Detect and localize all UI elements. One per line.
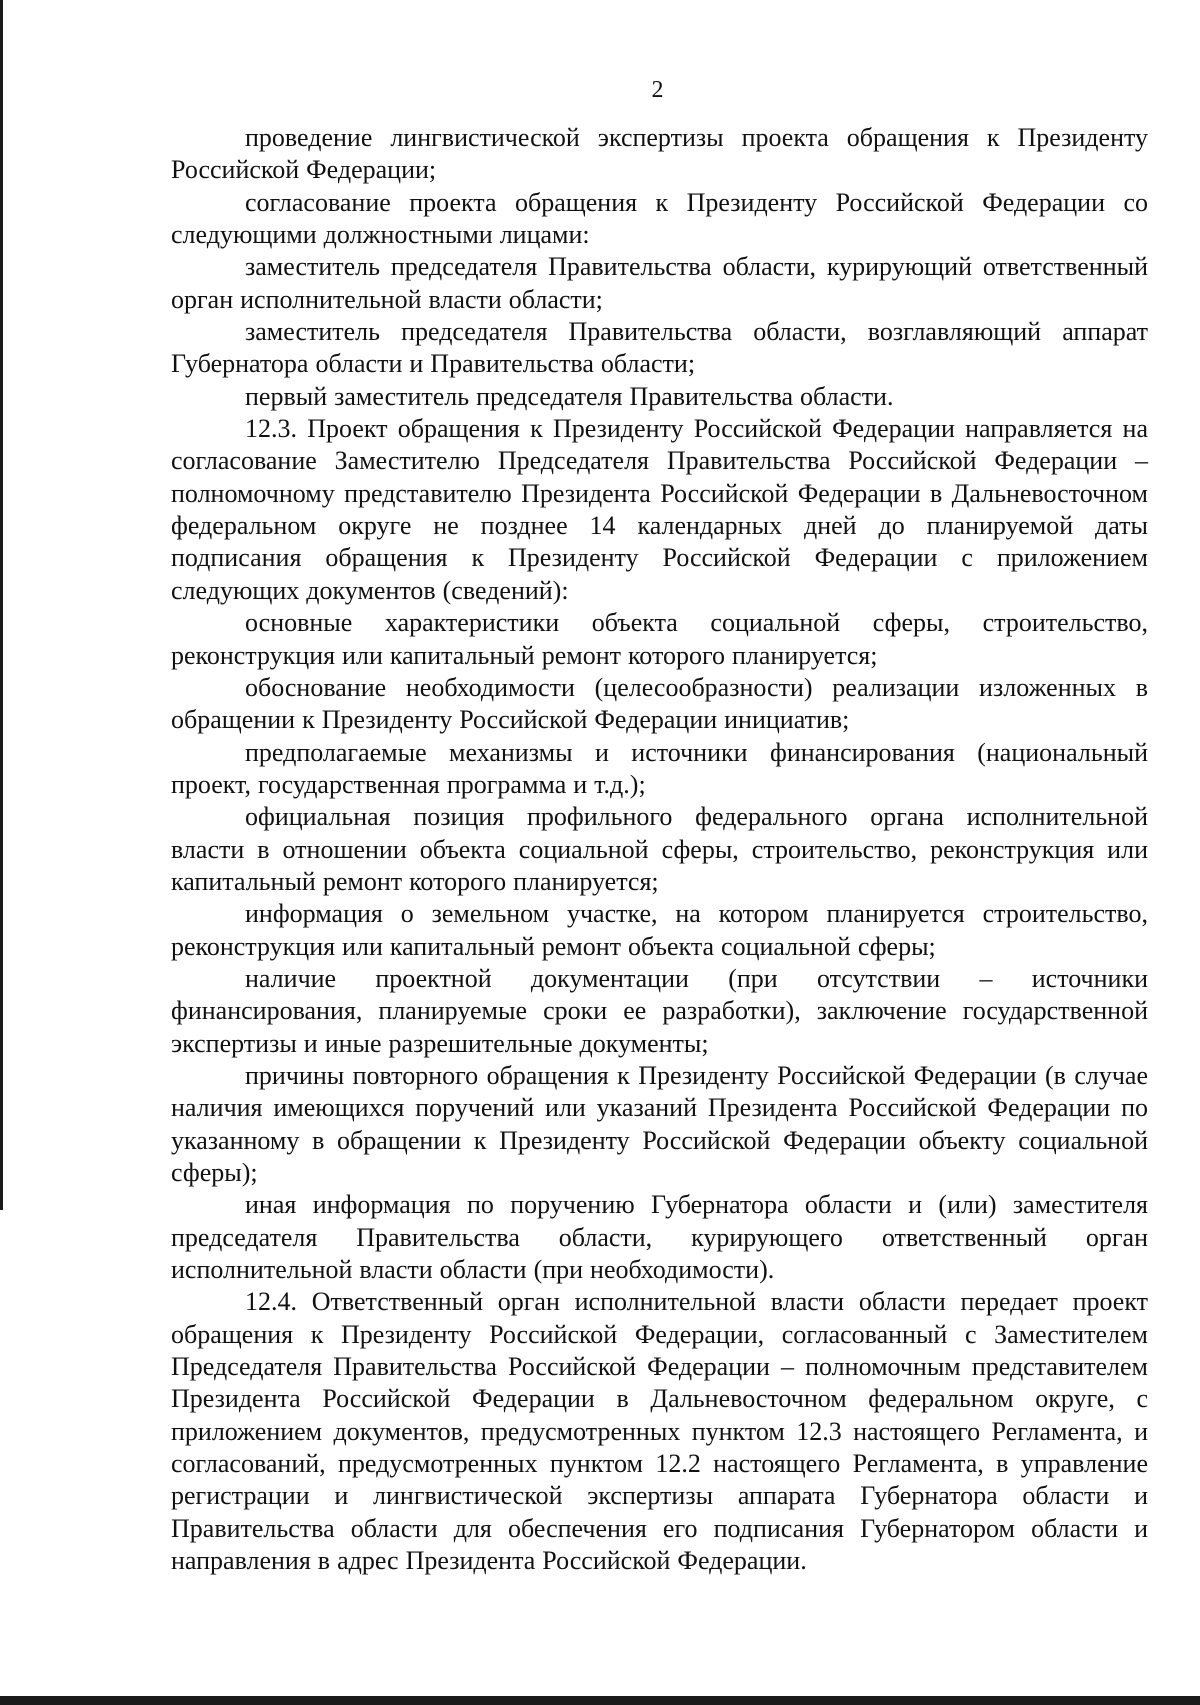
paragraph-project-documentation: наличие проектной документации (при отсутствии – источники финансирования, планируемые сроки ее разработки), заключение государственной экспертизы и иные разрешительные документы; xyxy=(171,963,1148,1058)
paragraph-approval-officials: согласование проекта обращения к Президенту Российской Федерации со следующими должностными лицами: xyxy=(171,187,1148,250)
paragraph-apparatus-deputy: заместитель председателя Правительства области, возглавляющий аппарат Губернатора области и Правительства области; xyxy=(171,317,1148,379)
scan-bottom-edge xyxy=(0,1696,1200,1705)
page-number: 2 xyxy=(651,77,664,103)
paragraph-federal-position: официальная позиция профильного федерального органа исполнительной власти в отношении объекта социальной сферы, строительство, реконструкция или капитальный ремонт которого планируется; xyxy=(171,802,1148,896)
paragraph-object-characteristics: основные характеристики объекта социальной сферы, строительство, реконструкция или капитальный ремонт которого планируется; xyxy=(171,608,1148,670)
paragraph-justification: обоснование необходимости (целесообразности) реализации изложенных в обращении к Президенту Российской Федерации инициатив; xyxy=(171,672,1148,735)
paragraph-first-deputy: первый заместитель председателя Правительства области. xyxy=(245,381,894,411)
document-body xyxy=(171,122,1148,1577)
paragraph-financing-sources: предполагаемые механизмы и источники финансирования (национальный проект, государственная программа и т.д.); xyxy=(171,737,1148,799)
paragraph-curating-deputy: заместитель председателя Правительства области, курирующий ответственный орган исполнительной власти области; xyxy=(171,252,1148,314)
paragraph-other-information: иная информация по поручению Губернатора области и (или) заместителя председателя Правительства области, курирующего ответственный орган исполнительной власти области (при необходимости). xyxy=(171,1190,1148,1285)
paragraph-item-12-3: 12.3. Проект обращения к Президенту Российской Федерации направляется на согласование Заместителю Председателя Правительства Российской Федерации – полномочному представителю Президента Российской Федерации в Дальневосточном федеральном округе не позднее 14 календарных дней до планируемой даты подписания обращения к Президенту Российской Федерации с приложением следующих документов (сведений): xyxy=(171,414,1148,605)
paragraph-linguistic-expertise: проведение лингвистической экспертизы проекта обращения к Президенту Российской Федерации; xyxy=(171,123,1148,185)
paragraph-repeat-appeal-reasons: причины повторного обращения к Президенту Российской Федерации (в случае наличия имеющихся поручений или указаний Президента Российской Федерации по указанному в обращении к Президенту Российской Федерации объекту социальной сферы); xyxy=(171,1060,1148,1187)
scan-left-edge xyxy=(0,0,3,1210)
paragraph-land-plot: информация о земельном участке, на котором планируется строительство, реконструкция или капитальный ремонт объекта социальной сферы; xyxy=(171,899,1148,961)
paragraph-item-12-4: 12.4. Ответственный орган исполнительной власти области передает проект обращения к Президенту Российской Федерации, согласованный с Заместителем Председателя Правительства Российской Федерации – полномочным представителем Президента Российской Федерации в Дальневосточном федеральном округе, с приложением документов, предусмотренных пунктом 12.3 настоящего Регламента, и согласований, предусмотренных пунктом 12.2 настоящего Регламента, в управление регистрации и лингвистической экспертизы аппарата Губернатора области и Правительства области для обеспечения его подписания Губернатором области и направления в адрес Президента Российской Федерации. xyxy=(171,1287,1148,1576)
